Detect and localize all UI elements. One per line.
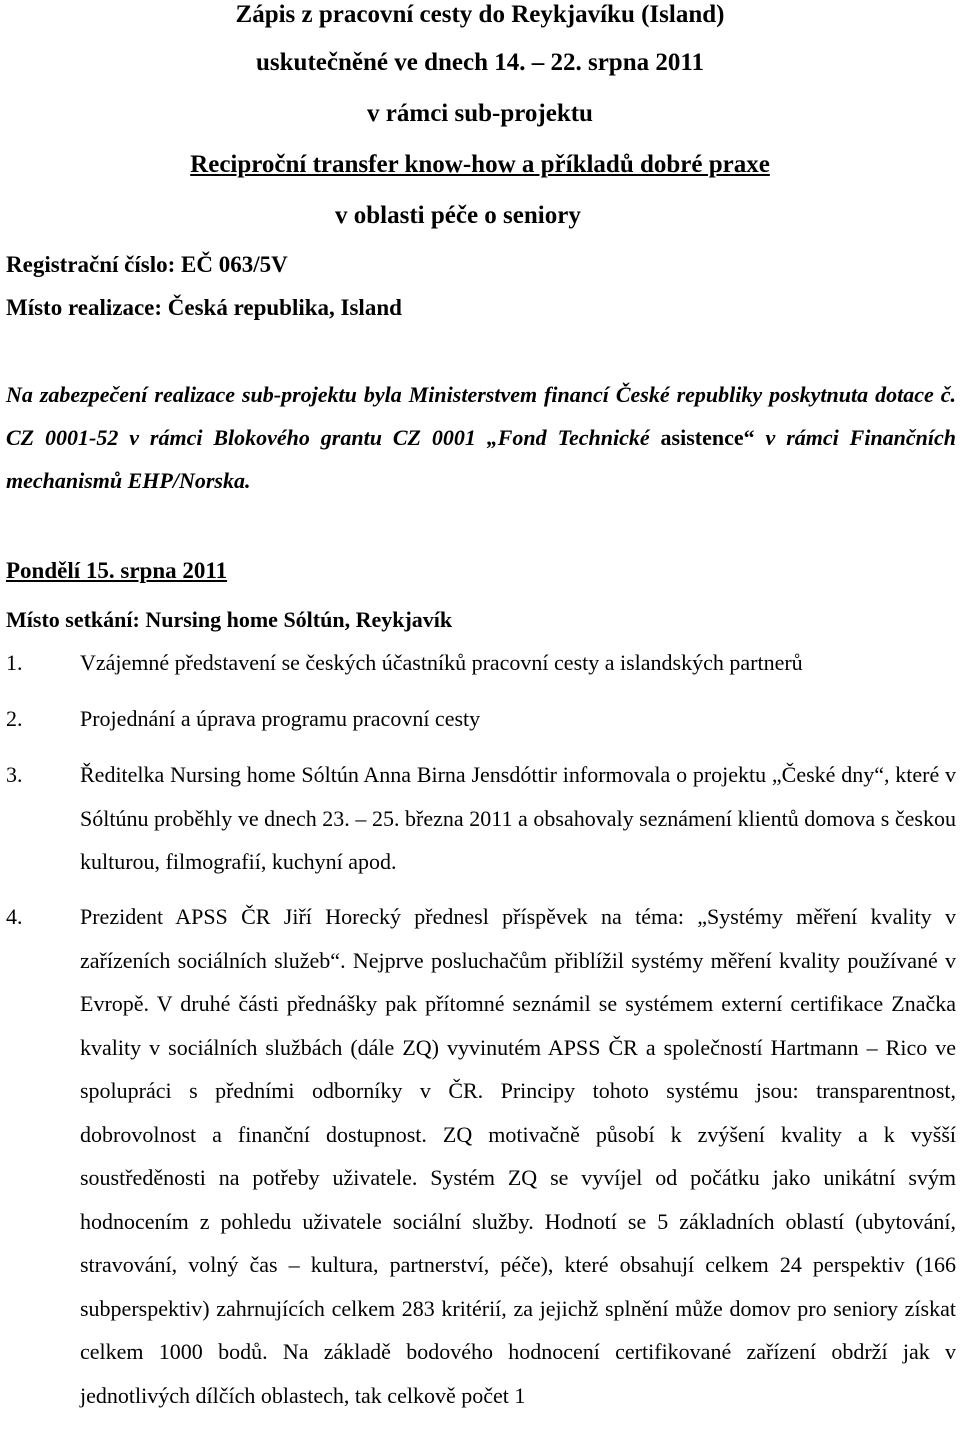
list-item [6,895,956,1417]
list-item-text: Vzájemné představení se českých účastníků pracovní cesty a islandských partnerů [80,650,803,675]
funding-text-3: asistence“ [660,425,755,450]
funding-paragraph [6,373,956,502]
trip-dates: uskutečněné ve dnech 14. – 22. srpna 2011 [256,49,704,76]
list-item-text: Projednání a úprava programu pracovní cesty [80,706,481,731]
subproject-name-cont: v oblasti péče o seniory [335,202,581,229]
meeting-place: Místo setkání: Nursing home Sóltún, Reykjavík [6,607,453,632]
funding-text-2: v rámci Blokového grantu CZ 0001 „Fond Technické [129,425,650,450]
document-title: Zápis z pracovní cesty do Reykjavíku (Island) [235,1,725,28]
list-item [6,697,956,741]
list-item-number: 1. [6,650,23,675]
realization-location: Místo realizace: Česká republika, Island [6,295,402,320]
list-item-number: 3. [6,762,23,787]
list-item [6,753,956,884]
registration-number: Registrační číslo: EČ 063/5V [6,252,288,277]
list-item-number: 2. [6,706,23,731]
funding-text-1: Na zabezpečení realizace sub-projektu byla Ministerstvem financí České republiky poskytnuta dotace č. [6,382,956,407]
day-heading: Pondělí 15. srpna 2011 [6,558,228,583]
funding-text-4: v rámci Finančních mechanismů EHP/Norska. [6,425,957,493]
list-item [6,641,956,685]
list-item-number: 4. [6,904,23,929]
list-item-text: Ředitelka Nursing home Sóltún Anna Birna Jensdóttir informovala o projektu „České dny“, které v Sóltúnu proběhly ve dnech 23. – 25. března 2011 a obsahovaly seznámení klientů domova s českou kulturou, filmografií, kuchyní apod. [80,762,956,874]
subproject-label: v rámci sub-projektu [367,100,593,127]
list-item-text: Prezident APSS ČR Jiří Horecký přednesl příspěvek na téma: „Systémy měření kvality v zařízeních sociálních služeb“. Nejprve posluchačům přiblížil systémy měření kvality používané v Evropě. V druhé části přednášky pak přítomné seznámil se systémem externí certifikace Značka kvality v sociálních službách (dále ZQ) vyvinutém APSS ČR a společností Hartmann – Rico ve spolupráci s předními odborníky v ČR. Principy tohoto systému jsou: transparentnost, dobrovolnost a finanční dostupnost. ZQ motivačně působí k zvýšení kvality a k vyšší soustředěnosti na potřeby uživatele. Systém ZQ se vyvíjel od počátku jako unikátní svým hodnocením z pohledu uživatele sociální služby. Hodnotí se 5 základních oblastí (ubytování, stravování, volný čas – kultura, partnerství, péče), které obsahují celkem 24 perspektiv (166 subperspektiv) zahrnujících celkem 283 kritérií, za jejichž splnění může domov pro seniory získat celkem 1000 bodů. Na základě bodového hodnocení certifikované zařízení obdrží jak v jednotlivých dílčích oblastech, tak celkově počet 1 [80,904,956,1408]
funding-grant-number: CZ 0001-52 [6,425,119,450]
subproject-name: Reciproční transfer know-how a příkladů dobré praxe [190,151,770,178]
